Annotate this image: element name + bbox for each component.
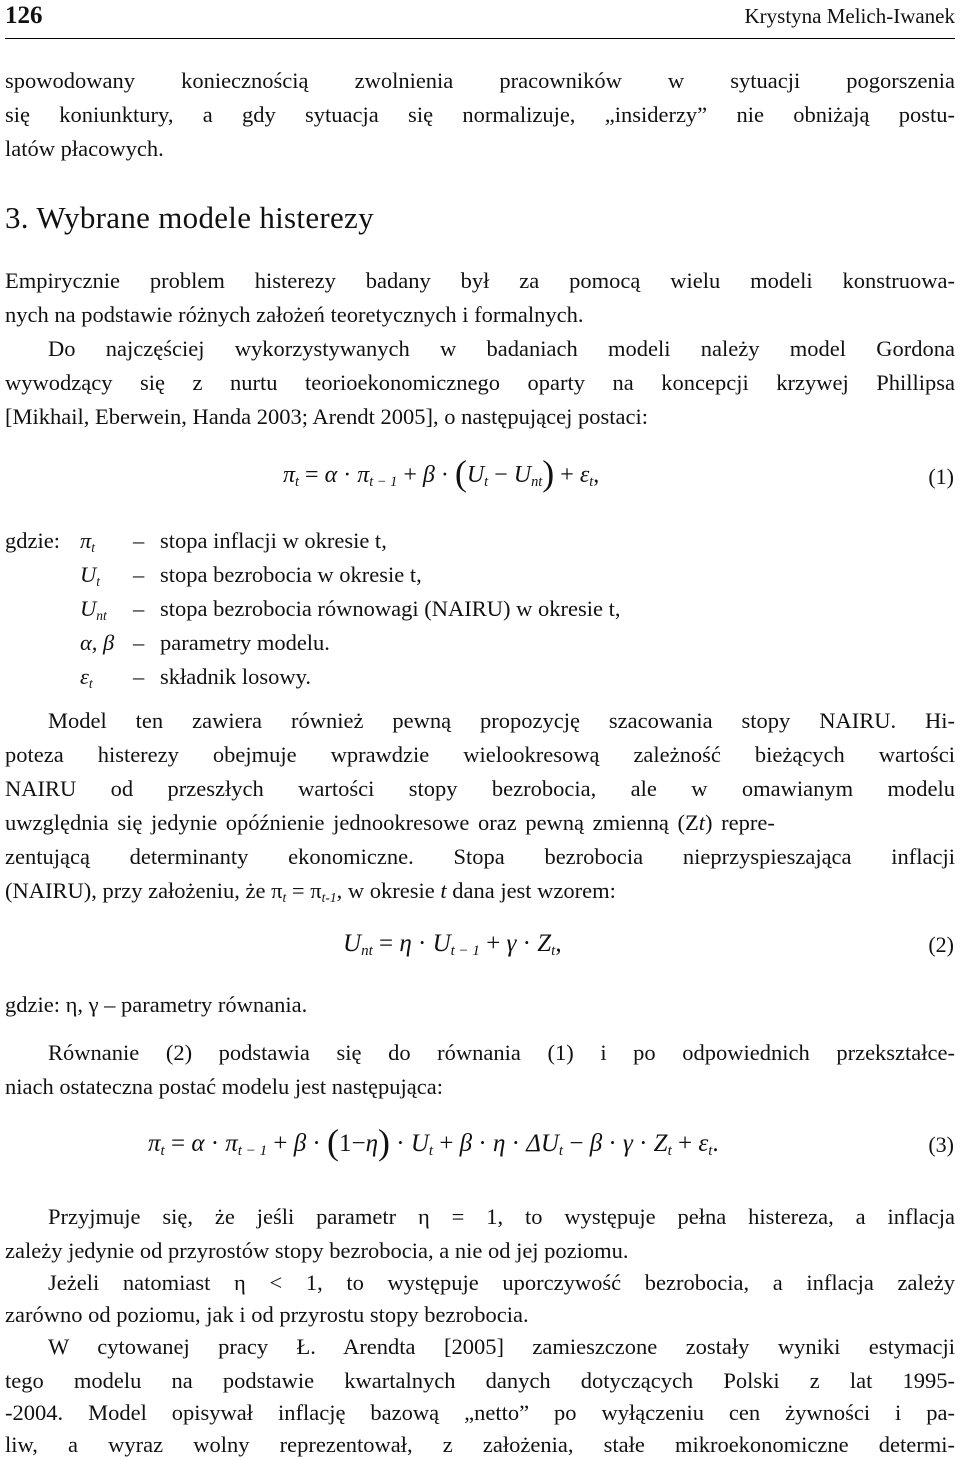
running-author: Krystyna Melich-Iwanek	[744, 4, 955, 28]
equation-1-number: (1)	[928, 464, 954, 489]
equation-3: $\pi_t = \alpha \cdot \pi_{t - 1} + \beta \cdot (1-\eta) \cdot U_t + \beta \cdot \eta \cdot \Delta U_t - \beta \cdot \gamma \cdot Z_t + \varepsilon_t$.	[148, 1122, 719, 1162]
equation-3-number: (3)	[928, 1132, 954, 1157]
legend-symbol: $\pi_t$	[80, 528, 96, 555]
legend-prefix: gdzie:	[5, 528, 60, 553]
paragraph-line: Do najczęściej wykorzystywanych w badaniach modeli należy model Gordona	[48, 336, 955, 361]
paragraph-line: W cytowanej pracy Ł. Arendta [2005] zamieszczone zostały wyniki estymacji	[48, 1334, 955, 1359]
legend-dash: –	[133, 630, 145, 655]
paragraph-line: liw, a wyraz wolny reprezentował, z założenia, stałe mikroekonomiczne determi-	[5, 1432, 955, 1457]
paragraph-line: zentującą determinanty ekonomiczne. Stopa bezrobocia nieprzyspieszająca inflacji	[5, 844, 955, 869]
intro-line: latów płacowych.	[5, 136, 164, 161]
page-number: 126	[5, 2, 43, 29]
equation-1: $\pi_t = \alpha \cdot \pi_{t - 1} + \beta \cdot (U_t - U_{nt}) + \varepsilon_t$,	[283, 453, 600, 493]
paragraph-line: zarówno od poziomu, jak i od przyrostu stopy bezrobocia.	[5, 1302, 529, 1327]
paragraph-line: nych na podstawie różnych założeń teoretycznych i formalnych.	[5, 302, 584, 327]
paragraph-line: uwzględnia się jedynie opóźnienie jednookresowe oraz pewną zmienną (Zt) repre-	[5, 810, 775, 835]
legend-description: parametry modelu.	[160, 630, 330, 655]
legend-description: stopa bezrobocia równowagi (NAIRU) w okresie t,	[160, 596, 621, 621]
paragraph-line: wywodzący się z nurtu teorioekonomicznego oparty na koncepcji krzywej Phillipsa	[5, 370, 955, 395]
section-heading: 3. Wybrane modele histerezy	[5, 200, 374, 235]
paragraph-line: Empirycznie problem histerezy badany był za pomocą wielu modeli konstruowa-	[5, 268, 955, 293]
paragraph-line: niach ostateczna postać modelu jest następująca:	[5, 1074, 443, 1099]
paragraph-line: tego modelu na podstawie kwartalnych danych dotyczących Polski z lat 1995-	[5, 1368, 955, 1393]
paragraph-line: Przyjmuje się, że jeśli parametr η = 1, to występuje pełna histereza, a inflacja	[48, 1204, 955, 1229]
running-header	[5, 0, 955, 39]
legend-dash: –	[133, 664, 145, 689]
legend-dash: –	[133, 562, 145, 587]
legend-dash: –	[133, 528, 145, 553]
paragraph-line: Model ten zawiera również pewną propozycję szacowania stopy NAIRU. Hi-	[48, 708, 955, 733]
legend-description: stopa bezrobocia w okresie t,	[160, 562, 422, 587]
paragraph-line: zależy jedynie od przyrostów stopy bezrobocia, a nie od jej poziomu.	[5, 1238, 629, 1263]
paragraph-line: [Mikhail, Eberwein, Handa 2003; Arendt 2005], o następującej postaci:	[5, 404, 648, 429]
equation-2: $U_{nt} = \eta \cdot U_{t - 1} + \gamma \cdot Z_t$,	[343, 930, 562, 960]
paragraph-line: poteza histerezy obejmuje wprawdzie wielookresową zależność bieżących wartości	[5, 742, 955, 767]
intro-line: spowodowany koniecznością zwolnienia pracowników w sytuacji pogorszenia	[5, 68, 955, 93]
legend-description: stopa inflacji w okresie t,	[160, 528, 387, 553]
paragraph-line: Jeżeli natomiast η < 1, to występuje uporczywość bezrobocia, a inflacja zależy	[48, 1270, 955, 1295]
paragraph-line: (NAIRU), przy założeniu, że $\pi_t = \pi_{t-1}$, w okresie t dana jest wzorem:	[5, 878, 616, 905]
equation-2-number: (2)	[928, 932, 954, 957]
legend-symbol: $\varepsilon_t$	[80, 664, 93, 691]
intro-line: się koniunktury, a gdy sytuacja się normalizuje, „insiderzy” nie obniżają postu-	[5, 102, 955, 127]
legend-symbol: α, β	[80, 630, 115, 655]
paragraph-line: -2004. Model opisywał inflację bazową „netto” po wyłączeniu cen żywności i pa-	[5, 1400, 955, 1425]
legend-symbol: $U_{nt}$	[80, 596, 107, 623]
paragraph-line: Równanie (2) podstawia się do równania (1) i po odpowiednich przekształce-	[48, 1040, 955, 1065]
legend-description: składnik losowy.	[160, 664, 312, 689]
legend-2: gdzie: η, γ – parametry równania.	[5, 992, 308, 1017]
paragraph-line: NAIRU od przeszłych wartości stopy bezrobocia, ale w omawianym modelu	[5, 776, 955, 801]
legend-dash: –	[133, 596, 145, 621]
legend-symbol: $U_t$	[80, 562, 101, 589]
